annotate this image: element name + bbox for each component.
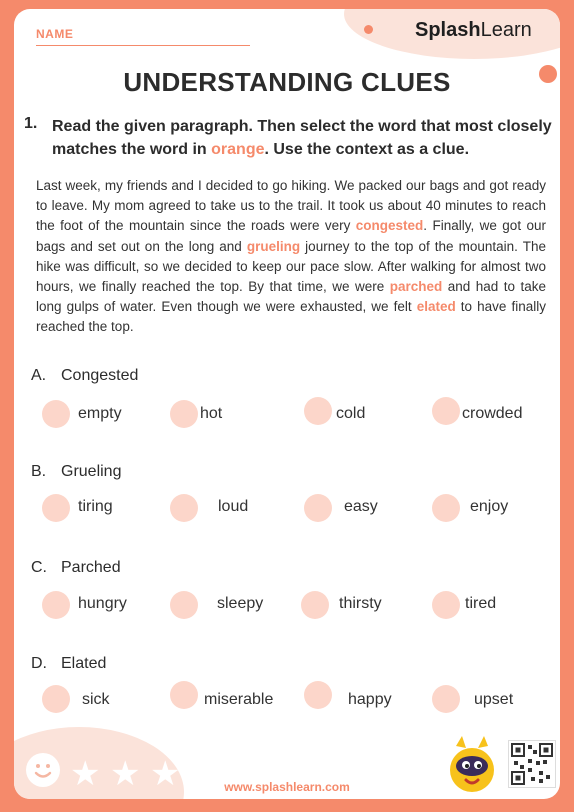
- decor-dot: [364, 25, 373, 34]
- page-title: UNDERSTANDING CLUES: [123, 67, 451, 97]
- passage-text: journey to the top of the mountain. The hike was difficult, so we decided to keep our pace slow. After walking for almost two hours, we finally reached the top. By that time, we were: [36, 238, 546, 295]
- question-number: 1.: [24, 115, 38, 132]
- option-label: miserable: [204, 691, 274, 708]
- clue-word-congested: congested: [355, 218, 424, 234]
- answer-bubble-c3[interactable]: [301, 591, 329, 619]
- option-label: empty: [78, 405, 122, 422]
- option-label: thirsty: [339, 595, 382, 612]
- clue-word-parched: parched: [389, 279, 443, 295]
- answer-bubble-a4[interactable]: [432, 397, 460, 425]
- option-label: upset: [474, 691, 514, 708]
- answer-bubble-c2[interactable]: [170, 591, 198, 619]
- name-input-line[interactable]: [36, 45, 250, 46]
- option-label: crowded: [462, 405, 523, 422]
- option-label: hot: [200, 405, 223, 422]
- answer-bubble-b2[interactable]: [170, 494, 198, 522]
- name-label: NAME: [36, 27, 74, 41]
- answer-bubble-d3[interactable]: [304, 681, 332, 709]
- instruction-highlight: orange: [211, 141, 265, 158]
- answer-bubble-d2[interactable]: [170, 681, 198, 709]
- option-label: tiring: [78, 498, 113, 515]
- star-icon: ★: [110, 755, 141, 793]
- answer-bubble-c4[interactable]: [432, 591, 460, 619]
- answer-bubble-d1[interactable]: [42, 685, 70, 713]
- question-letter: A.: [31, 367, 47, 384]
- question-b-heading: [31, 463, 121, 481]
- option-label: sleepy: [217, 595, 264, 612]
- question-instruction: [52, 115, 558, 161]
- option-label: enjoy: [470, 498, 509, 515]
- answer-bubble-a1[interactable]: [42, 400, 70, 428]
- question-word: Grueling: [61, 463, 122, 480]
- instruction-text-after: . Use the context as a clue.: [264, 141, 470, 158]
- answer-bubble-a2[interactable]: [170, 400, 198, 428]
- passage-text: Last week, my friends and I decided to go hiking. We packed our bags and got ready to leave. My mom agreed to take us to the trail. It took us about 40 minutes to reach the foot of the mountain since the roads were very: [36, 178, 546, 234]
- footer-url: www.splashlearn.com: [224, 780, 350, 794]
- question-c-heading: [31, 559, 121, 577]
- question-word: Parched: [61, 559, 121, 576]
- brand-logo-regular: Learn: [480, 19, 532, 41]
- option-label: hungry: [78, 595, 127, 612]
- answer-bubble-d4[interactable]: [432, 685, 460, 713]
- question-letter: B.: [31, 463, 47, 480]
- qr-code-icon: [508, 740, 556, 788]
- answer-bubble-b4[interactable]: [432, 494, 460, 522]
- instruction-text-before: Read the given paragraph. Then select the word that most closely matches the word in: [52, 118, 552, 158]
- reading-passage: [36, 176, 546, 338]
- passage-text: and had to take long gulps of water. Even though we were exhausted, we felt: [36, 279, 547, 315]
- option-label: cold: [336, 405, 366, 422]
- question-letter: C.: [31, 559, 47, 576]
- option-label: tired: [465, 595, 497, 612]
- star-icon: ★: [150, 755, 181, 793]
- question-letter: D.: [31, 655, 47, 672]
- question-word: Congested: [61, 367, 139, 384]
- passage-text: . Finally, we got our bags and set out on the long and: [36, 218, 546, 254]
- answer-bubble-b1[interactable]: [42, 494, 70, 522]
- brand-logo-bold: Splash: [415, 19, 481, 41]
- clue-word-elated: elated: [416, 299, 456, 315]
- option-label: loud: [218, 498, 249, 515]
- passage-text: to have finally reached the top.: [36, 299, 546, 335]
- star-icon: ★: [70, 755, 101, 793]
- clue-word-grueling: grueling: [246, 238, 301, 254]
- worksheet-page: [14, 9, 560, 799]
- option-label: easy: [344, 498, 378, 515]
- answer-bubble-a3[interactable]: [304, 397, 332, 425]
- question-d-heading: [31, 655, 106, 673]
- option-label: happy: [348, 691, 392, 708]
- answer-bubble-c1[interactable]: [42, 591, 70, 619]
- question-a-heading: [31, 367, 138, 385]
- question-word: Elated: [61, 655, 107, 672]
- brand-logo: [415, 19, 532, 42]
- mascot-icon: [442, 734, 502, 794]
- answer-bubble-b3[interactable]: [304, 494, 332, 522]
- option-label: sick: [82, 691, 110, 708]
